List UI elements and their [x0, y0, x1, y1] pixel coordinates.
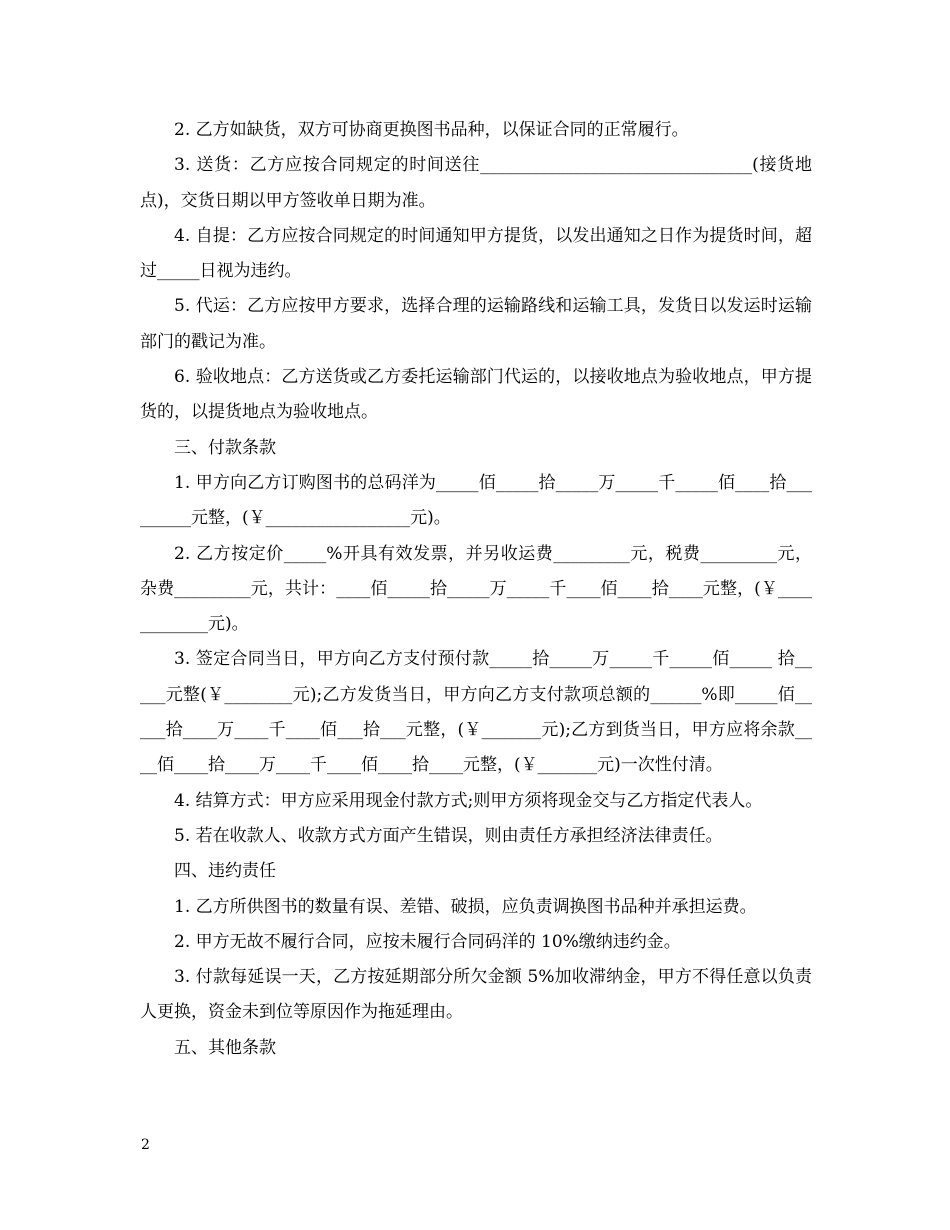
section-heading-payment: 三、付款条款 — [174, 437, 276, 458]
clause-self-pickup: 4. 自提：乙方应按合同规定的时间通知甲方提货，以发出通知之日作为提货时间，超过_____日视为违约。 — [140, 225, 812, 282]
clause-breach-penalty: 2. 甲方无故不履行合同，应按未履行合同码洋的 10%缴纳违约金。 — [174, 931, 681, 952]
clause-supply-errors: 1. 乙方所供图书的数量有误、差错、破损，应负责调换图书品种并承担运费。 — [174, 896, 757, 917]
clause-payment-schedule: 3. 签定合同当日，甲方向乙方支付预付款_____拾_____万_____千_____佰_____ 拾_____元整(￥________元);乙方发货当日，甲方向乙方支付款项总额的______%即_____佰_____拾____万____千____佰___拾___元整，(￥_______元);乙方到货当日，甲方应将余款____佰____拾____万____千____佰____拾____元整，(￥_______元)一次性付清。 — [140, 649, 812, 776]
clause-delivery: 3. 送货：乙方应按合同规定的时间送往________________________________(接货地点)，交货日期以甲方签收单日期为准。 — [140, 155, 812, 211]
clause-late-payment: 3. 付款每延误一天，乙方按延期部分所欠金额 5%加收滞纳金，甲方不得任意以负责人更换，资金未到位等原因作为拖延理由。 — [140, 967, 812, 1023]
clause-invoice-fees: 2. 乙方按定价_____%开具有效发票，并另收运费_________元，税费_________元，杂费_________元，共计：____佰_____拾_____万_____千____佰____拾____元整，(￥____________元)。 — [140, 543, 812, 635]
clause-total-price: 1. 甲方向乙方订购图书的总码洋为_____佰_____拾_____万_____千_____佰____拾_________元整，(￥_________________元)。 — [140, 472, 812, 529]
clause-payee-error: 5. 若在收款人、收款方式方面产生错误，则由责任方承担经济法律责任。 — [174, 825, 723, 846]
page-number: 2 — [141, 1137, 150, 1153]
section-heading-liability: 四、违约责任 — [174, 861, 276, 882]
document-body — [140, 113, 812, 1066]
section-heading-other: 五、其他条款 — [174, 1037, 276, 1058]
clause-delivery-shortage: 2. 乙方如缺货，双方可协商更换图书品种，以保证合同的正常履行。 — [174, 120, 689, 140]
clause-shipping-agent: 5. 代运：乙方应按甲方要求，选择合理的运输路线和运输工具，发货日以发运时运输部门的戳记为准。 — [140, 296, 812, 352]
clause-acceptance-location: 6. 验收地点：乙方送货或乙方委托运输部门代运的，以接收地点为验收地点，甲方提货的，以提货地点为验收地点。 — [140, 367, 812, 423]
clause-settlement-method: 4. 结算方式：甲方应采用现金付款方式;则甲方须将现金交与乙方指定代表人。 — [174, 790, 763, 811]
